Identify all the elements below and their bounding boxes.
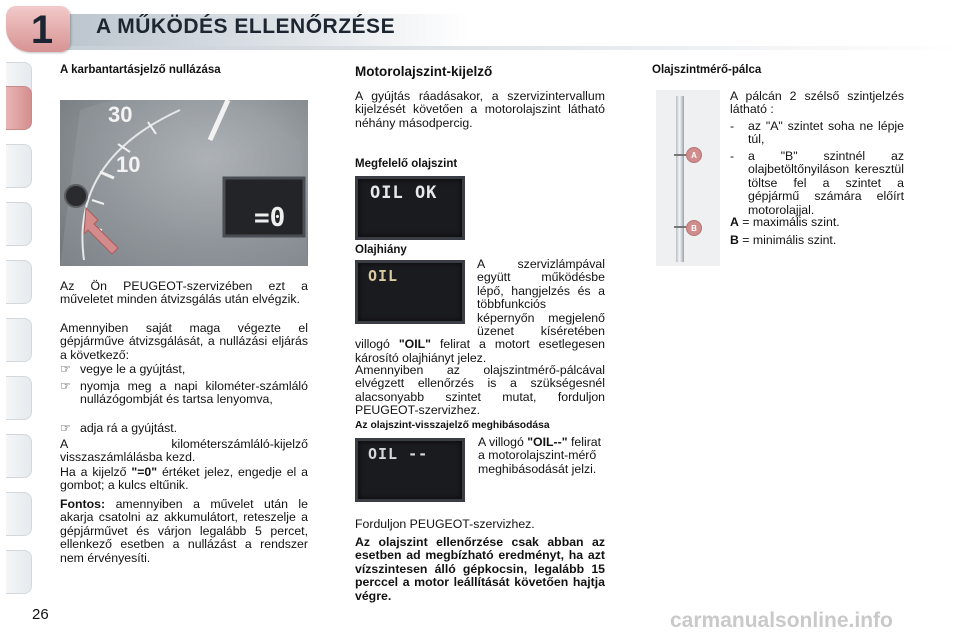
dipstick-mark-a: [674, 154, 686, 156]
reset-paragraph-4: Ha a kijelző "=0" értéket jelez, engedje el a gombot; a kulcs eltűnik.: [60, 465, 308, 493]
dipstick-max-legend: A = maximális szint.: [730, 215, 840, 229]
oil-fault-text: A villogó "OIL--" felirat a motorolajszint-mérő meghibásodását jelzi.: [478, 435, 602, 476]
oil-low-text: A szervizlámpával együtt működésbe lépő, hangjelzés és a többfunkciós képernyőn megjelenő üzenet kíséretében villogó "OIL" felirat a motort esetlegesen károsító olajhiányt jelez.: [355, 257, 605, 365]
dipstick-intro: A pálcán 2 szélső szintjelzés látható :: [730, 89, 904, 117]
section-heading-reset: A karbantartásjelző nullázása: [60, 64, 221, 76]
heading-correct-level: Megfelelő olajszint: [355, 158, 458, 170]
page-title: A MŰKÖDÉS ELLENŐRZÉSE: [96, 15, 396, 38]
oil-fault-value-text: "OIL--": [527, 435, 568, 449]
gauge-tick-10: 10: [116, 152, 141, 177]
dipstick-bullet-b: - a "B" szintnél az olajbetöltőnyiláson keresztül töltse fel a szintet a gépjármű számára előírt motorolajjal.: [730, 149, 904, 217]
section-tab: [6, 550, 32, 594]
pointing-hand-icon: ☞: [60, 362, 72, 376]
section-tab: [6, 202, 32, 246]
header-rule: [48, 46, 960, 50]
reset-important-note: Fontos: amennyiben a művelet után le akarja csatolni az akkumulátort, reteszelje a gépjárművet és várjon legalább 5 percet, ellenkező esetben a nullázást a rendszer nem érvényesíti.: [60, 497, 308, 565]
oil-ok-display: [355, 176, 465, 240]
reset-paragraph-1: Az Ön PEUGEOT-szervizében ezt a műveletet minden átvizsgálás után elvégzik.: [60, 279, 308, 307]
oil-low-paragraph-2: Amennyiben az olajszintmérő-pálcával elvégzett ellenőrzés is a szükségesnél alacsonyabb szintet mutat, forduljon PEUGEOT-szervizhez.: [355, 363, 605, 418]
oil-low-value-text: "OIL": [398, 337, 431, 352]
section-tab: [6, 492, 32, 536]
instrument-cluster-illustration: [60, 100, 308, 266]
reset-paragraph-3: A kilométerszámláló-kijelző visszaszámlálásba kezd.: [60, 437, 308, 465]
chapter-number: 1: [30, 8, 54, 52]
dipstick-badge-b: B: [686, 220, 702, 236]
contact-service-text: Forduljon PEUGEOT-szervizhez.: [355, 517, 535, 531]
section-tab-active: [6, 86, 32, 130]
oil-ok-display-text: OIL OK: [370, 183, 438, 203]
section-tab: [6, 434, 32, 478]
reset-step-3: ☞ adja rá a gyújtást.: [60, 421, 178, 435]
section-tab: [6, 318, 32, 362]
dipstick-rod: [676, 96, 684, 262]
dipstick-illustration: [656, 90, 720, 266]
oil-level-intro: A gyújtás ráadásakor, a szervizintervallum kijelzését követően a motorolajszint látható néhány másodpercig.: [355, 89, 605, 130]
page-header: [0, 0, 960, 56]
reset-step-2: ☞ nyomja meg a napi kilométer-számláló nullázógombját és tartsa lenyomva,: [60, 379, 308, 407]
section-tabs: [0, 62, 34, 582]
section-heading-oil-level: Motorolajszint-kijelző: [355, 64, 493, 79]
pointing-hand-icon: ☞: [60, 421, 72, 435]
heading-indicator-fault: Az olajszint-visszajelző meghibásodása: [355, 420, 550, 431]
chapter-tab: [6, 6, 70, 52]
reset-value-text: "=0": [131, 465, 158, 479]
section-tab: [6, 260, 32, 304]
oil-fault-display-text: OIL --: [368, 445, 429, 463]
heading-oil-low: Olajhiány: [355, 244, 407, 256]
section-tab: [6, 144, 32, 188]
dipstick-mark-b: [674, 226, 686, 228]
dipstick-min-legend: B = minimális szint.: [730, 233, 837, 247]
oil-check-warning: Az olajszint ellenőrzése csak abban az esetben ad megbízható eredményt, ha azt vízszintesen álló gépkocsin, legalább 15 perccel a motor leállítását követően hajtja végre.: [355, 535, 605, 603]
gauge-tick-30: 30: [108, 102, 133, 127]
reset-step-1: ☞ vegye le a gyújtást,: [60, 362, 186, 376]
trip-reset-button: [65, 185, 87, 207]
watermark: carmanualsonline.info: [670, 609, 893, 632]
oil-low-display-text: OIL: [368, 267, 399, 285]
section-heading-dipstick: Olajszintmérő-pálca: [652, 64, 762, 76]
reset-paragraph-2: Amennyiben saját maga végezte el gépjárműve átvizsgálását, a nullázási eljárás a következő:: [60, 321, 308, 362]
oil-fault-display: [355, 438, 465, 502]
pointing-hand-icon: ☞: [60, 379, 72, 393]
dipstick-badge-a: A: [686, 147, 702, 163]
section-tab: [6, 376, 32, 420]
page-number: 26: [32, 606, 49, 623]
reset-lcd-value: =0: [254, 203, 286, 233]
dipstick-bullet-a: - az "A" szintet soha ne lépje túl,: [730, 119, 904, 147]
